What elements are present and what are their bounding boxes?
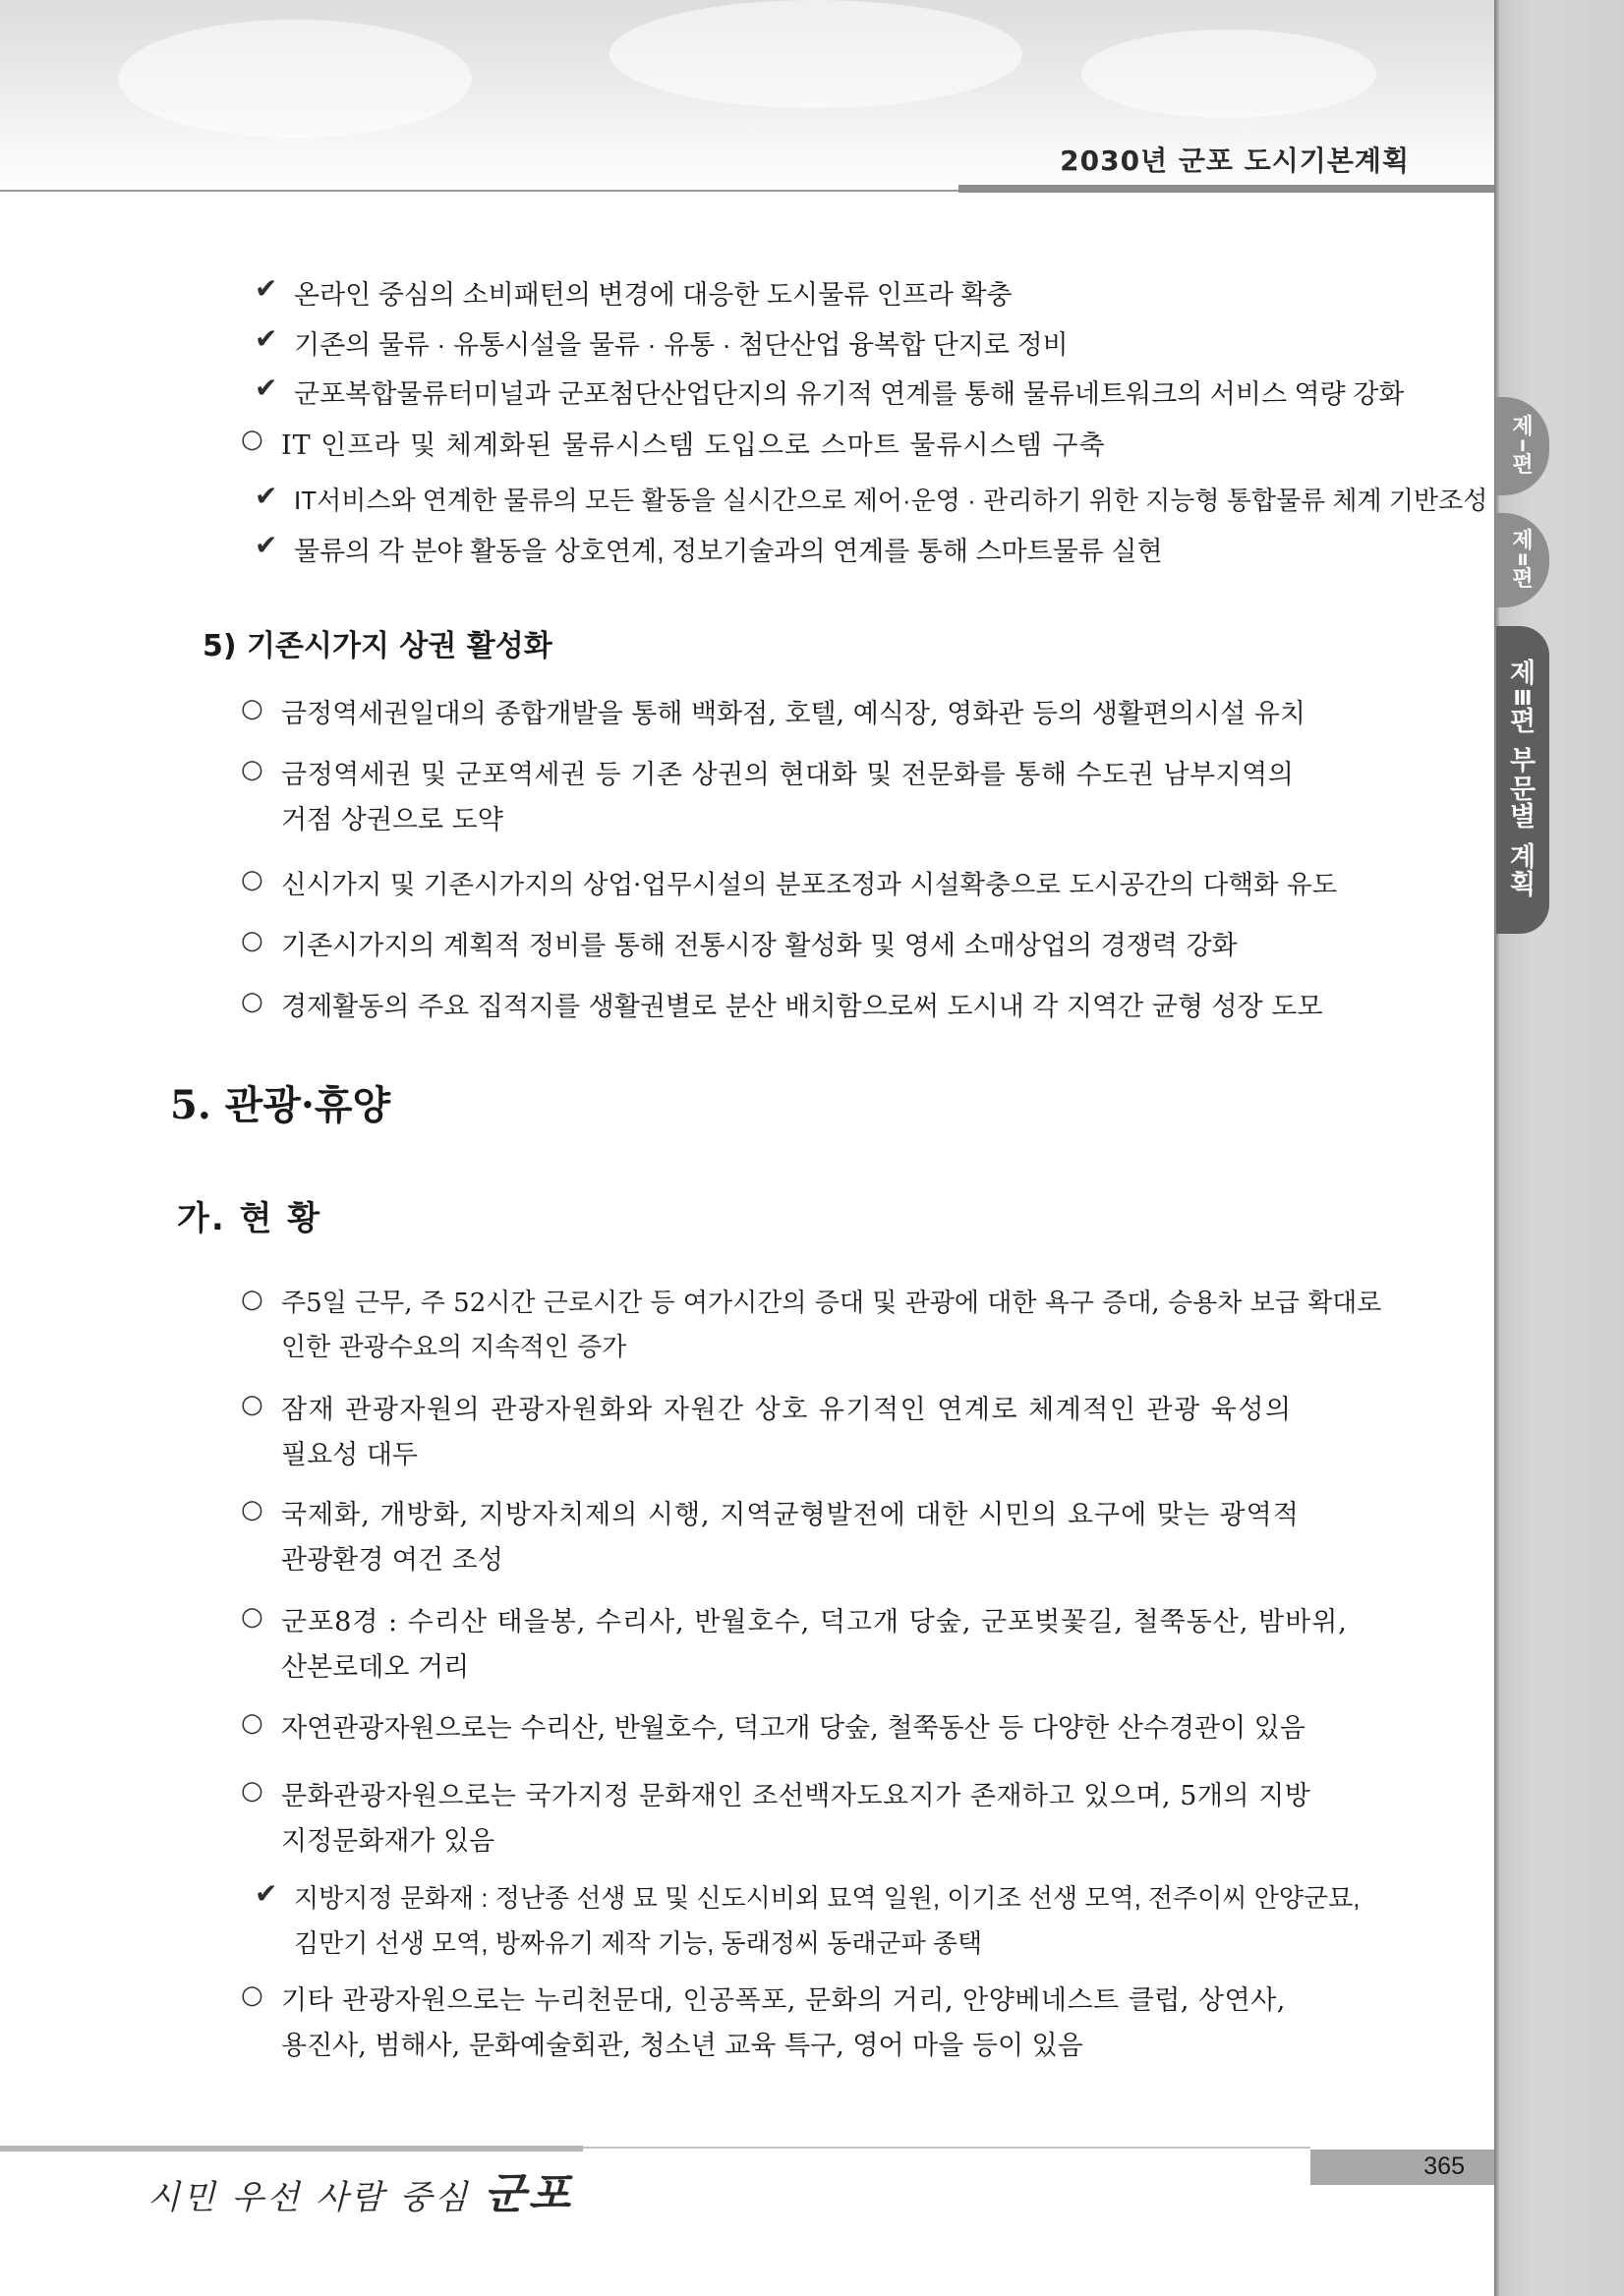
section-heading: 5. 관광·휴양: [170, 1082, 391, 1128]
list-item: IT 인프라 및 체계화된 물류시스템 도입으로 스마트 물류시스템 구축: [281, 430, 1106, 461]
circle-bullet-icon: ○: [241, 1495, 263, 1524]
list-item-continuation: 관광환경 여건 조성: [281, 1545, 503, 1576]
list-item: 신시가지 및 기존시가지의 상업·업무시설의 분포조정과 시설확충으로 도시공간의 다핵화 유도: [281, 870, 1338, 900]
cloud-decoration: [118, 20, 472, 138]
list-item: 지방지정 문화재 : 정난종 선생 묘 및 신도시비외 묘역 일원, 이기조 선생 모역, 전주이씨 안양군묘,: [294, 1883, 1361, 1913]
list-item: 군포8경 : 수리산 태을봉, 수리사, 반월호수, 덕고개 당숲, 군포벚꽃길, 철쭉동산, 밤바위,: [281, 1607, 1348, 1637]
list-item: IT서비스와 연계한 물류의 모든 활동을 실시간으로 제어·운영 · 관리하기 위한 지능형 통합물류 체계 기반조성: [294, 486, 1488, 515]
tab-char: 계: [1509, 841, 1537, 873]
tab-char: 제: [1512, 528, 1534, 553]
list-item-continuation: 산본로데오 거리: [281, 1652, 470, 1683]
list-item: 군포복합물류터미널과 군포첨단산업단지의 유기적 연계를 통해 물류네트워크의 서비스 역량 강화: [294, 379, 1405, 409]
tab-char: 편: [1512, 567, 1534, 593]
slogan-city-name: 군포: [484, 2169, 574, 2219]
list-item: 경제활동의 주요 집적지를 생활권별로 분산 배치함으로써 도시내 각 지역간 균형 성장 도모: [281, 992, 1323, 1022]
check-bullet-icon: ✔: [255, 1877, 278, 1910]
tab-char: Ⅰ: [1520, 435, 1526, 455]
tab-char: 제: [1512, 414, 1534, 439]
tab-char: 별: [1509, 802, 1537, 833]
check-bullet-icon: ✔: [255, 529, 278, 561]
circle-bullet-icon: ○: [241, 1708, 263, 1738]
tab-char: 편: [1512, 453, 1534, 479]
subsection-heading: 5) 기존시가지 상권 활성화: [203, 629, 552, 663]
list-item: 금정역세권 및 군포역세권 등 기존 상권의 현대화 및 전문화를 통해 수도권 남부지역의: [281, 760, 1295, 790]
tab-char: 제: [1509, 658, 1537, 689]
cloud-decoration: [1081, 29, 1376, 118]
list-item: 물류의 각 분야 활동을 상호연계, 정보기술과의 연계를 통해 스마트물류 실현: [294, 537, 1163, 566]
check-bullet-icon: ✔: [255, 480, 278, 512]
list-item-continuation: 필요성 대두: [281, 1440, 418, 1470]
list-item: 잠재 관광자원의 관광자원화와 자원간 상호 유기적인 연계로 체계적인 관광 육성의: [281, 1395, 1293, 1425]
list-item-continuation: 용진사, 범해사, 문화예술회관, 청소년 교육 특구, 영어 마을 등이 있음: [281, 2031, 1083, 2061]
cloud-decoration: [609, 0, 1022, 108]
circle-bullet-icon: ○: [241, 755, 263, 784]
footer-rule: [0, 2146, 583, 2152]
footer-slogan-logo: [147, 2158, 573, 2221]
check-bullet-icon: ✔: [255, 322, 278, 355]
circle-bullet-icon: ○: [241, 1980, 263, 2010]
circle-bullet-icon: ○: [241, 1602, 263, 1632]
list-item: 온라인 중심의 소비패턴의 변경에 대응한 도시물류 인프라 확충: [294, 280, 1013, 310]
list-item: 주5일 근무, 주 52시간 근로시간 등 여가시간의 증대 및 관광에 대한 욕구 증대, 승용차 보급 확대로: [281, 1289, 1382, 1318]
circle-bullet-icon: ○: [241, 1776, 263, 1806]
circle-bullet-icon: ○: [241, 1390, 263, 1419]
chapter-index-gutter: [1494, 0, 1624, 2296]
header-rule-accent: [958, 185, 1494, 193]
tab-char: 부: [1509, 746, 1537, 777]
list-item: 기타 관광자원으로는 누리천문대, 인공폭포, 문화의 거리, 안양베네스트 클럽, 상연사,: [281, 1985, 1286, 2016]
circle-bullet-icon: ○: [241, 865, 263, 894]
list-item-continuation: 거점 상권으로 도약: [281, 805, 503, 835]
footer-rule-thin: [583, 2147, 1310, 2149]
list-item: 자연관광자원으로는 수리산, 반월호수, 덕고개 당숲, 철쭉동산 등 다양한 산수경관이 있음: [281, 1713, 1305, 1744]
list-item-continuation: 김만기 선생 모역, 방짜유기 제작 기능, 동래정씨 동래군파 종택: [294, 1928, 983, 1958]
circle-bullet-icon: ○: [241, 694, 263, 723]
check-bullet-icon: ✔: [255, 372, 278, 404]
document-header-title: 2030년 군포 도시기본계획: [1060, 144, 1410, 177]
tab-char: 문: [1509, 774, 1537, 805]
circle-bullet-icon: ○: [241, 987, 263, 1016]
check-bullet-icon: ✔: [255, 272, 278, 305]
list-item: 문화관광자원으로는 국가지정 문화재인 조선백자도요지가 존재하고 있으며, 5개의 지방: [281, 1781, 1311, 1811]
list-item: 기존의 물류 · 유통시설을 물류 · 유통 · 첨단산업 융복합 단지로 정비: [294, 330, 1069, 360]
list-item: 기존시가지의 계획적 정비를 통해 전통시장 활성화 및 영세 소매상업의 경쟁력 강화: [281, 931, 1238, 961]
circle-bullet-icon: ○: [241, 425, 263, 454]
tab-char: Ⅲ: [1513, 686, 1533, 711]
list-item: 금정역세권일대의 종합개발을 통해 백화점, 호텔, 예식장, 영화관 등의 생활편의시설 유치: [281, 699, 1305, 729]
tab-char: 편: [1509, 707, 1537, 738]
page-number: 365: [1423, 2152, 1465, 2180]
list-item-continuation: 지정문화재가 있음: [281, 1826, 495, 1857]
list-item: 국제화, 개방화, 지방자치제의 시행, 지역균형발전에 대한 시민의 요구에 맞는 광역적: [281, 1500, 1300, 1530]
tab-char: Ⅱ: [1517, 549, 1529, 569]
slogan-text: 시민 우선 사람 중심: [147, 2178, 471, 2217]
section-subheading: 가. 현 황: [177, 1199, 322, 1238]
circle-bullet-icon: ○: [241, 1285, 263, 1314]
tab-char: 획: [1509, 869, 1537, 900]
header-rule: [0, 190, 958, 192]
circle-bullet-icon: ○: [241, 926, 263, 955]
list-item-continuation: 인한 관광수요의 지속적인 증가: [281, 1333, 627, 1362]
chapter-tab-part-3-active[interactable]: [1496, 626, 1549, 934]
